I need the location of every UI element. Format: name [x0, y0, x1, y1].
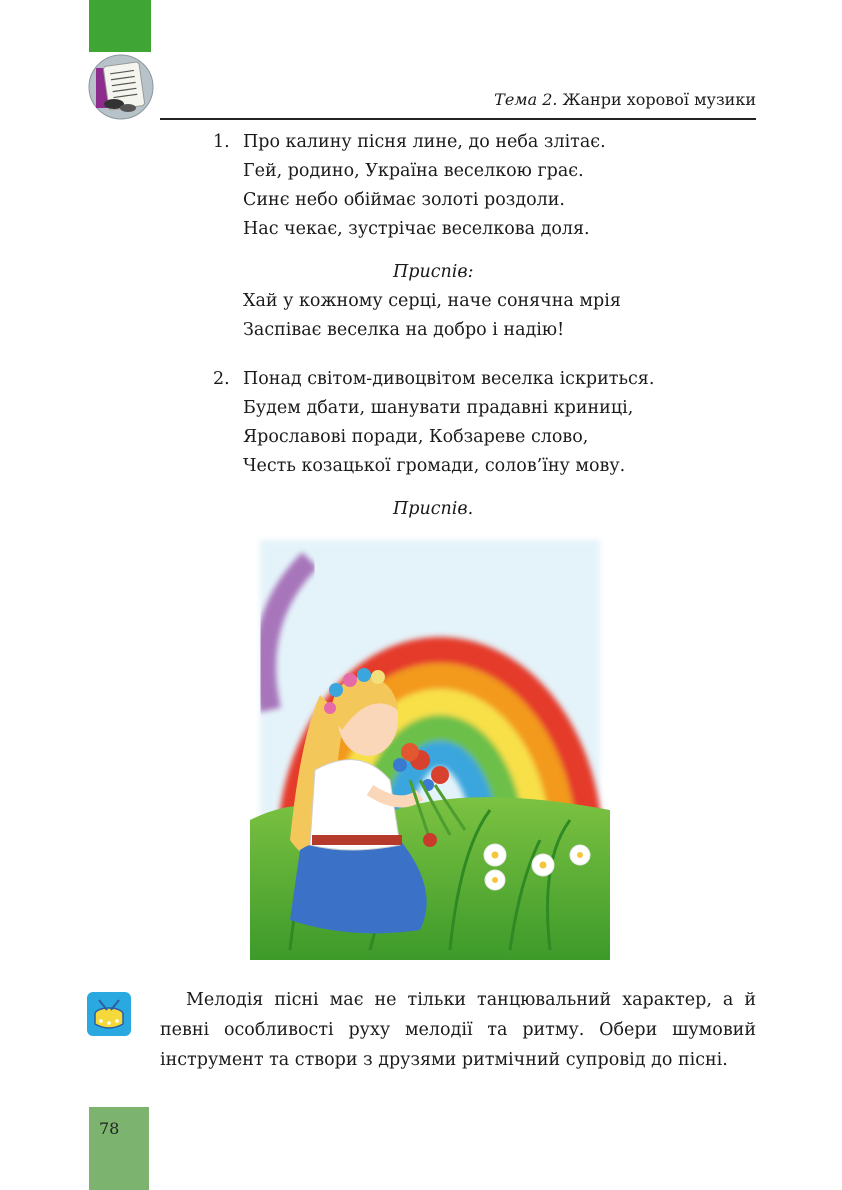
- stanza-number: 1.: [213, 132, 230, 152]
- stanza-number: 2.: [213, 369, 230, 389]
- music-sheet-icon: [88, 54, 154, 120]
- header-divider: [160, 118, 756, 120]
- section-title: [494, 90, 756, 109]
- lyric-line: Нас чекає, зустрічає веселкова доля.: [243, 219, 590, 239]
- drum-icon: [87, 992, 131, 1036]
- task-text: Мелодія пісні має не тільки танцювальний характер, а й певні особливості руху мелодії та ритму. Обери шумовий інструмент та створи з друзями ритмічний супровід до пісні.: [160, 990, 756, 1070]
- lyric-line: Честь козацької громади, солов’їну мову.: [243, 456, 626, 476]
- lyric-line: Гей, родино, Україна веселкою грає.: [243, 161, 584, 181]
- lyric-line: Хай у кожному серці, наче сонячна мрія: [243, 291, 621, 311]
- refrain-heading: Приспів:: [393, 262, 474, 282]
- page-number: 78: [99, 1119, 120, 1138]
- song-lyrics: [213, 128, 773, 524]
- refrain-reference: Приспів.: [393, 499, 474, 519]
- lyric-line: Понад світом-дивоцвітом веселка іскриться.: [243, 369, 655, 389]
- page-number-block: [89, 1107, 149, 1190]
- stanza-2: [213, 365, 773, 481]
- lyric-line: Ярославові поради, Кобзареве слово,: [243, 427, 589, 447]
- section-title-prefix: Тема 2.: [494, 90, 558, 109]
- lyric-line: Синє небо обіймає золоті роздоли.: [243, 190, 565, 210]
- rainbow-girl-illustration: [250, 520, 610, 960]
- lyric-line: Про калину пісня лине, до неба злітає.: [243, 132, 606, 152]
- lyric-line: Будем дбати, шанувати прадавні криниці,: [243, 398, 634, 418]
- stanza-1: [213, 128, 773, 244]
- lyric-line: Заспіває веселка на добро і надію!: [243, 320, 565, 340]
- section-title-rest: Жанри хорової музики: [557, 90, 756, 109]
- top-green-block: [89, 0, 151, 52]
- refrain: [213, 287, 773, 345]
